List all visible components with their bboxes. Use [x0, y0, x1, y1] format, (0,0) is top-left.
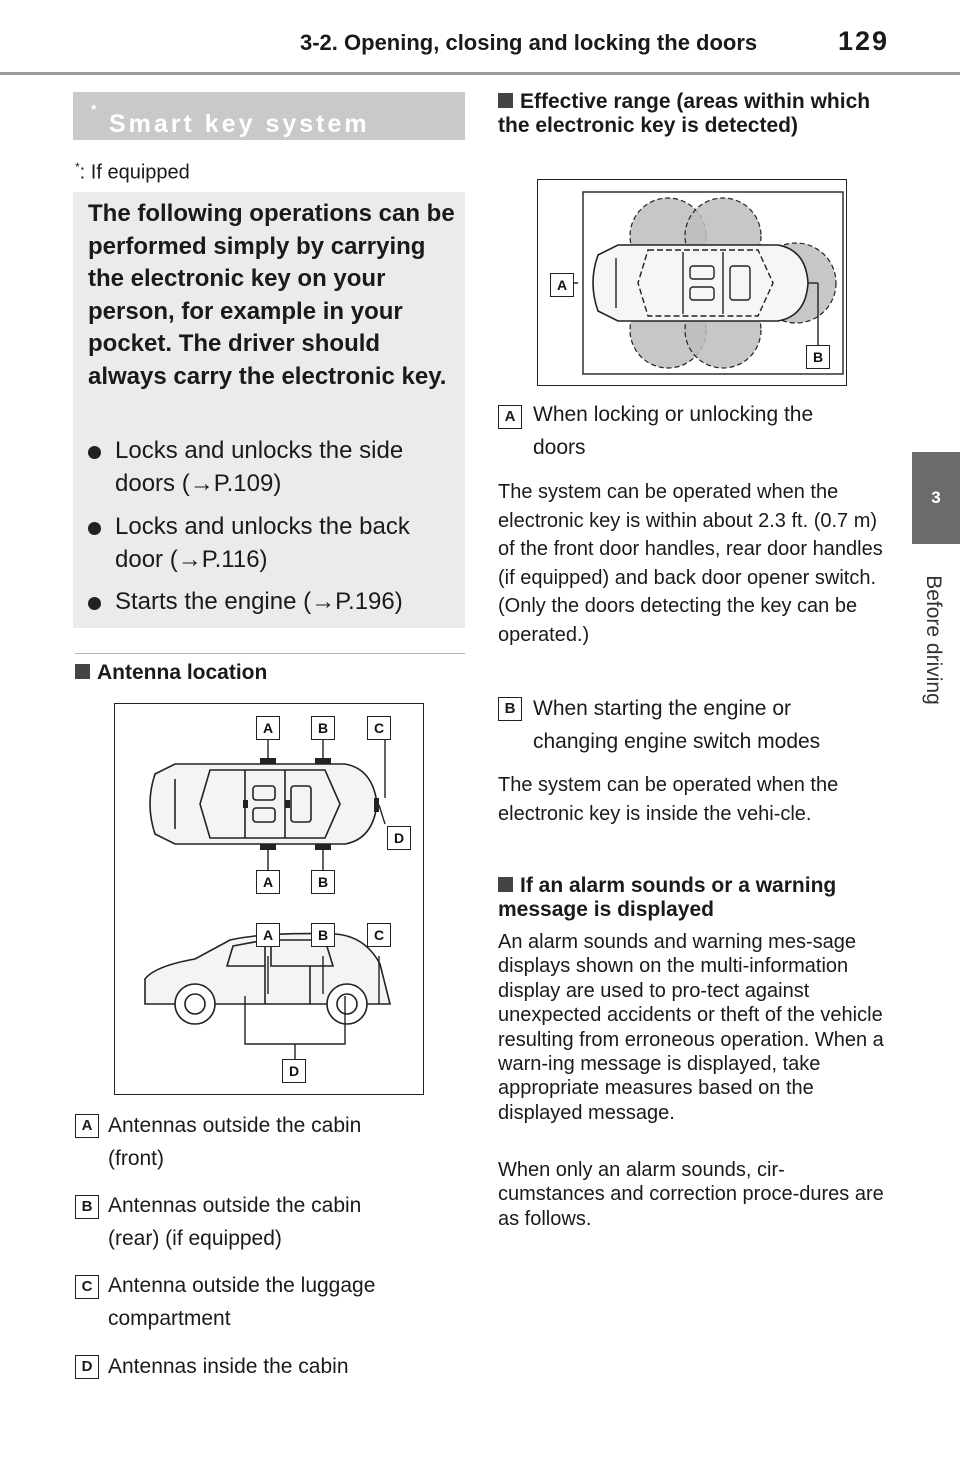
intro-text: The following operations can be performed simply by carrying the electronic key on your person, for example in your pocket. The driver should always carry the electronic key. [88, 200, 455, 390]
range-key-a: A [498, 405, 522, 429]
chapter-tab-label: Before driving [922, 575, 945, 705]
square-bullet-icon [75, 664, 90, 679]
figure-label-d: D [282, 1059, 306, 1083]
legend-key-b: B [75, 1195, 99, 1219]
range-heading: Effective range (areas within which the electronic key is detected) [498, 90, 871, 137]
legend-key-d: D [75, 1355, 99, 1379]
range-desc-b: The system can be operated when the electronic key is inside the vehi-cle. [498, 774, 839, 825]
legend-key-c: C [75, 1275, 99, 1299]
bullet-dot-icon [88, 446, 101, 459]
square-bullet-icon [498, 877, 513, 892]
effective-range-figure [537, 179, 847, 386]
bullet-text: Locks and unlocks the side doors (→P.109) [115, 437, 404, 497]
detection-range-illustration [538, 180, 846, 385]
figure-label-a: A [550, 273, 574, 297]
bullet-text: Locks and unlocks the back door (→P.116) [115, 513, 410, 573]
figure-label-c: C [367, 716, 391, 740]
alarm-heading: If an alarm sounds or a warning message is displayed [498, 874, 837, 921]
figure-label-a: A [256, 716, 280, 740]
range-key-b: B [498, 697, 522, 721]
alarm-paragraph: When only an alarm sounds, cir-cumstances and correction proce-dures are as follows. [498, 1159, 884, 1230]
section-title: Smart key system [109, 110, 370, 138]
header-divider [0, 72, 960, 75]
bullet-text: Starts the engine (→P.196) [115, 588, 403, 615]
legend-text-d: Antennas inside the cabin [108, 1355, 349, 1378]
figure-label-b: B [311, 923, 335, 947]
figure-label-a: A [256, 870, 280, 894]
footnote-text: : If equipped [79, 161, 190, 184]
figure-label-b: B [806, 345, 830, 369]
range-desc-a: The system can be operated when the electronic key is within about 2.3 ft. (0.7 m) of the front door handles, rear door handles (if equipped) and back door opener switch. (Only the doors detecting the key can be operated.) [498, 481, 883, 646]
figure-label-b: B [311, 870, 335, 894]
bullet-dot-icon [88, 522, 101, 535]
legend-key-a: A [75, 1114, 99, 1138]
figure-label-c: C [367, 923, 391, 947]
section-title-banner [73, 92, 465, 140]
square-bullet-icon [498, 93, 513, 108]
bullet-item [88, 511, 458, 576]
range-title-a: When locking or unlocking the doors [533, 403, 814, 459]
figure-label-a: A [256, 923, 280, 947]
antenna-location-figure [114, 703, 424, 1095]
footnote [75, 160, 190, 185]
bullet-dot-icon [88, 597, 101, 610]
section-divider [75, 653, 465, 654]
antenna-heading: Antenna location [75, 661, 465, 685]
range-title-b: When starting the engine or changing engine switch modes [533, 697, 821, 753]
alarm-paragraph: An alarm sounds and warning mes-sage displays shown on the multi-information display are used to pro-tect against unexpected accidents or theft of the vehicle resulting from erroneous operation. When a warn-ing message is displayed, take appropriate measures based on the displayed message. [498, 931, 884, 1124]
section-title-mark: * [91, 101, 100, 117]
chapter-tab: 3 [912, 452, 960, 544]
legend-text-b: Antennas outside the cabin (rear) (if equipped) [108, 1194, 362, 1250]
figure-label-d: D [387, 826, 411, 850]
bullet-item [88, 586, 458, 619]
vehicle-antenna-illustration [115, 704, 423, 1094]
figure-label-b: B [311, 716, 335, 740]
legend-text-a: Antennas outside the cabin (front) [108, 1114, 362, 1170]
bullet-item [88, 435, 458, 500]
chapter-section-title: 3-2. Opening, closing and locking the doors [300, 30, 758, 55]
page-number: 129 [838, 26, 890, 56]
legend-text-c: Antenna outside the luggage compartment [108, 1274, 376, 1330]
footnote-mark: * [75, 160, 80, 174]
page-header [0, 0, 960, 78]
